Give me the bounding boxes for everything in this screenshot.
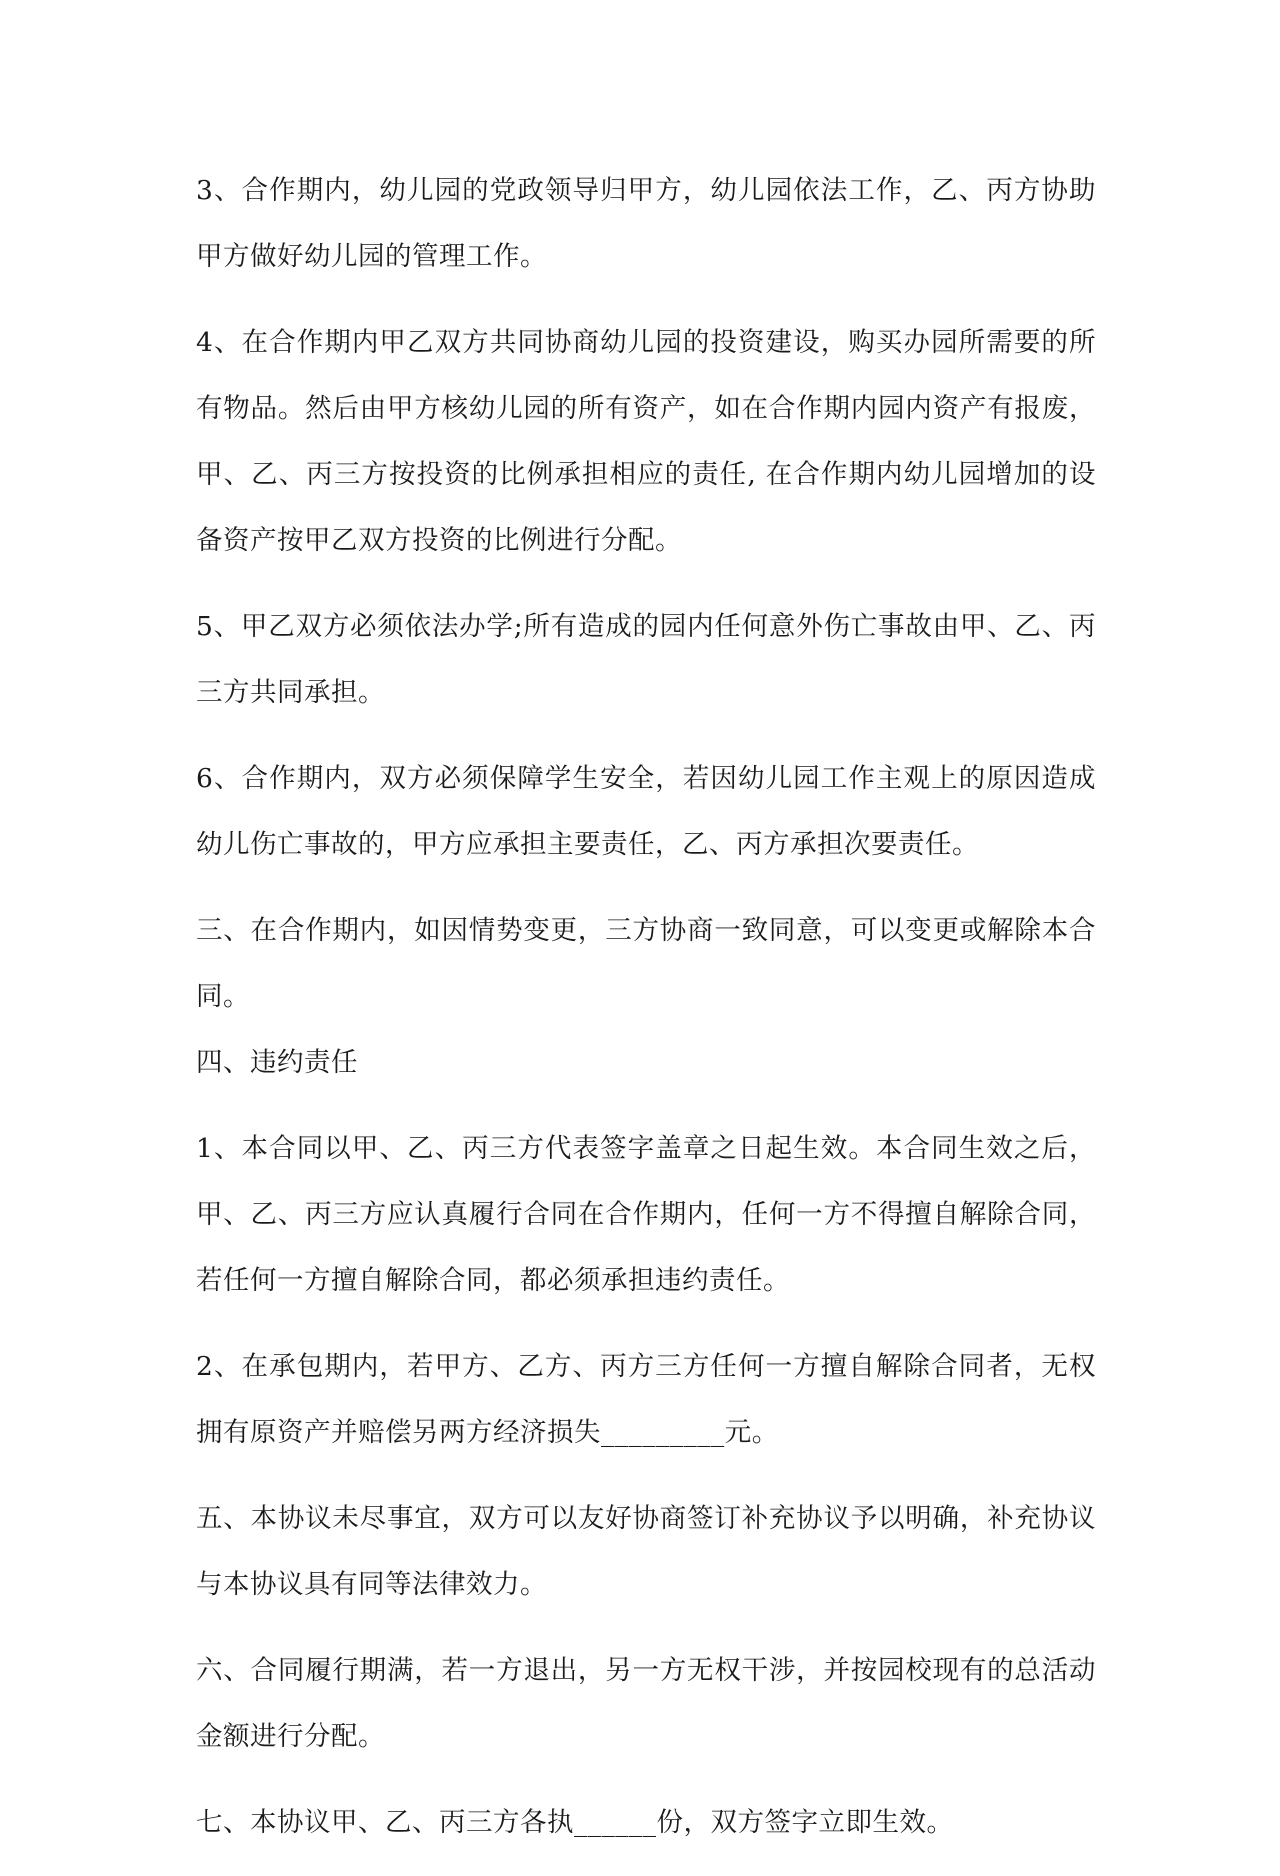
clause-5: 5、甲乙双方必须依法办学;所有造成的园内任何意外伤亡事故由甲、乙、丙三方共同承担。 xyxy=(196,611,1096,708)
section-six: 六、合同履行期满，若一方退出，另一方无权干涉，并按园校现有的总活动金额进行分配。 xyxy=(196,1655,1096,1752)
clause-4: 4、在合作期内甲乙双方共同协商幼儿园的投资建设，购买办园所需要的所有物品。然后由甲方核幼儿园的所有资产，如在合作期内园内资产有报废，甲、乙、丙三方按投资的比例承担相应的责任, 在合作期内幼儿园增加的设备资产按甲乙双方投资的比例进行分配。 xyxy=(196,327,1096,556)
section-four-heading: 四、违约责任 xyxy=(196,1047,358,1078)
section-seven: 七、本协议甲、乙、丙三方各执______份，双方签字立即生效。 xyxy=(196,1807,954,1838)
section-three: 三、在合作期内，如因情势变更，三方协商一致同意，可以变更或解除本合同。 xyxy=(196,915,1096,1012)
document-page xyxy=(196,158,1096,1876)
clause-6: 6、合作期内，双方必须保障学生安全，若因幼儿园工作主观上的原因造成幼儿伤亡事故的，甲方应承担主要责任，乙、丙方承担次要责任。 xyxy=(196,763,1096,860)
liability-clause-2: 2、在承包期内，若甲方、乙方、丙方三方任何一方擅自解除合同者，无权拥有原资产并赔偿另两方经济损失_________元。 xyxy=(196,1351,1096,1448)
clause-3: 3、合作期内，幼儿园的党政领导归甲方，幼儿园依法工作，乙、丙方协助甲方做好幼儿园的管理工作。 xyxy=(196,175,1096,272)
section-five: 五、本协议未尽事宜，双方可以友好协商签订补充协议予以明确，补充协议与本协议具有同等法律效力。 xyxy=(196,1503,1096,1600)
liability-clause-1: 1、本合同以甲、乙、丙三方代表签字盖章之日起生效。本合同生效之后，甲、乙、丙三方应认真履行合同在合作期内，任何一方不得擅自解除合同，若任何一方擅自解除合同，都必须承担违约责任。 xyxy=(196,1133,1096,1296)
